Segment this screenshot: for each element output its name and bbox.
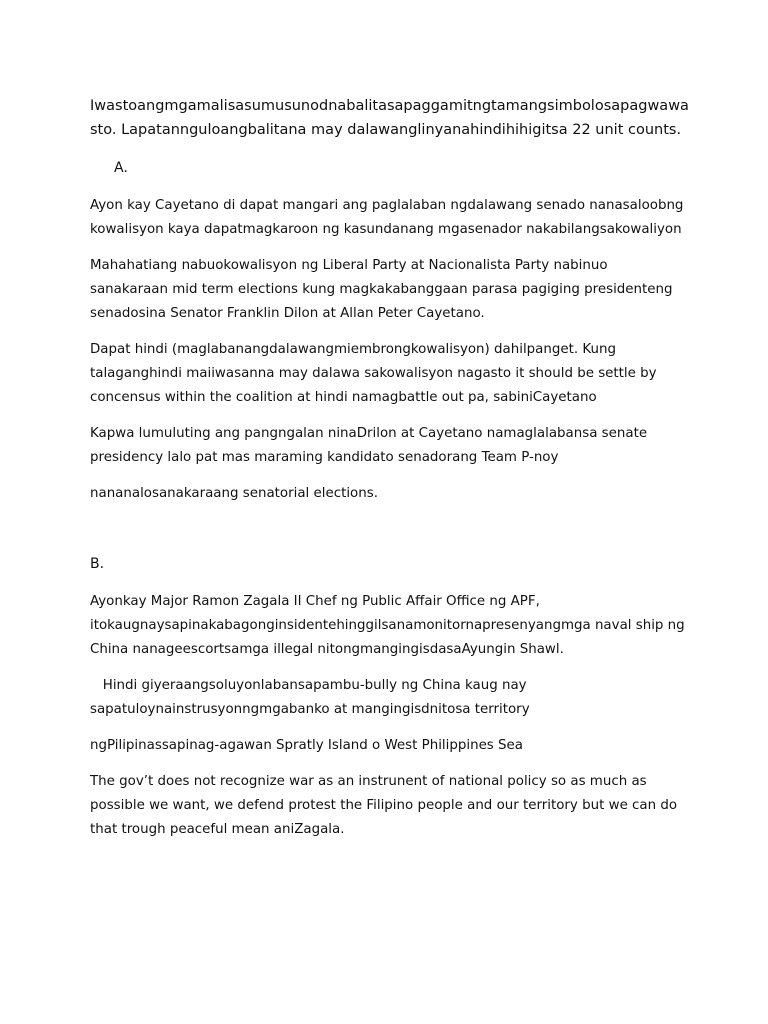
paragraph-line: senadosina Senator Franklin Dilon at Allan Peter Cayetano. [90,306,485,321]
paragraph-line: China nanageescortsamga illegal nitongmangingisdasaAyungin Shawl. [90,642,564,657]
paragraph-b3 [90,734,690,758]
paragraph-line: sapatuloynainstrusyonngmgabanko at mangingisdnitosa territory [90,702,530,717]
paragraph-b1 [90,590,690,662]
paragraph-a5 [90,482,690,506]
paragraph-line: Hindi giyeraangsoluyonlabansapambu-bully ng China kaug nay [90,678,527,693]
paragraph-line: talaganghindi maiiwasanna may dalawa sakowalisyon nagasto it should be settle by [90,366,657,381]
paragraph-line: presidency lalo pat mas maraming kandidato senadorang Team P-noy [90,450,559,465]
paragraph-line: The gov’t does not recognize war as an instrunent of national policy so as much as [90,774,647,789]
section-a-marker: A. [114,160,128,176]
paragraph-line: sanakaraan mid term elections kung magkakabanggaan parasa pagiging presidenteng [90,282,673,297]
paragraph-a1 [90,194,690,242]
section-b-marker: B. [90,556,105,572]
paragraph-line: that trough peaceful mean aniZagala. [90,822,345,837]
paragraph-line: Dapat hindi (maglabanangdalawangmiembrongkowalisyon) dahilpanget. Kung [90,342,616,357]
instructions-line: Iwastoangmgamalisasumusunodnabalitasapaggamitngtamangsimbolosapagwawa [90,98,689,114]
paragraph-line: Ayon kay Cayetano di dapat mangari ang paglalaban ngdalawang senado nanasaloobng [90,198,684,213]
paragraph-line: kowalisyon kaya dapatmagkaroon ng kasundanang mgasenador nakabilangsakowaliyon [90,222,682,237]
paragraph-line: ngPilipinassapinag-agawan Spratly Island o West Philippines Sea [90,738,523,753]
paragraph-line: Mahahatiang nabuokowalisyon ng Liberal Party at Nacionalista Party nabinuo [90,258,608,273]
paragraph-b2 [90,674,690,722]
instructions [90,94,690,142]
paragraph-line: nananalosanakaraang senatorial elections. [90,486,378,501]
paragraph-line: itokaugnaysapinakabagonginsidentehinggilsanamonitornapresenyangmga naval ship ng [90,618,685,633]
instructions-line: sto. Lapatannguloangbalitana may dalawanglinyanahindihihigitsa 22 unit counts. [90,122,682,138]
paragraph-a2 [90,254,690,326]
paragraph-line: Ayonkay Major Ramon Zagala II Chef ng Public Affair Office ng APF, [90,594,540,609]
paragraph-a3 [90,338,690,410]
paragraph-line: Kapwa lumuluting ang pangngalan ninaDrilon at Cayetano namaglalabansa senate [90,426,648,441]
paragraph-line: possible we want, we defend protest the Filipino people and our territory but we can do [90,798,678,813]
paragraph-b4 [90,770,690,842]
paragraph-line: concensus within the coalition at hindi namagbattle out pa, sabiniCayetano [90,390,597,405]
paragraph-a4 [90,422,690,470]
